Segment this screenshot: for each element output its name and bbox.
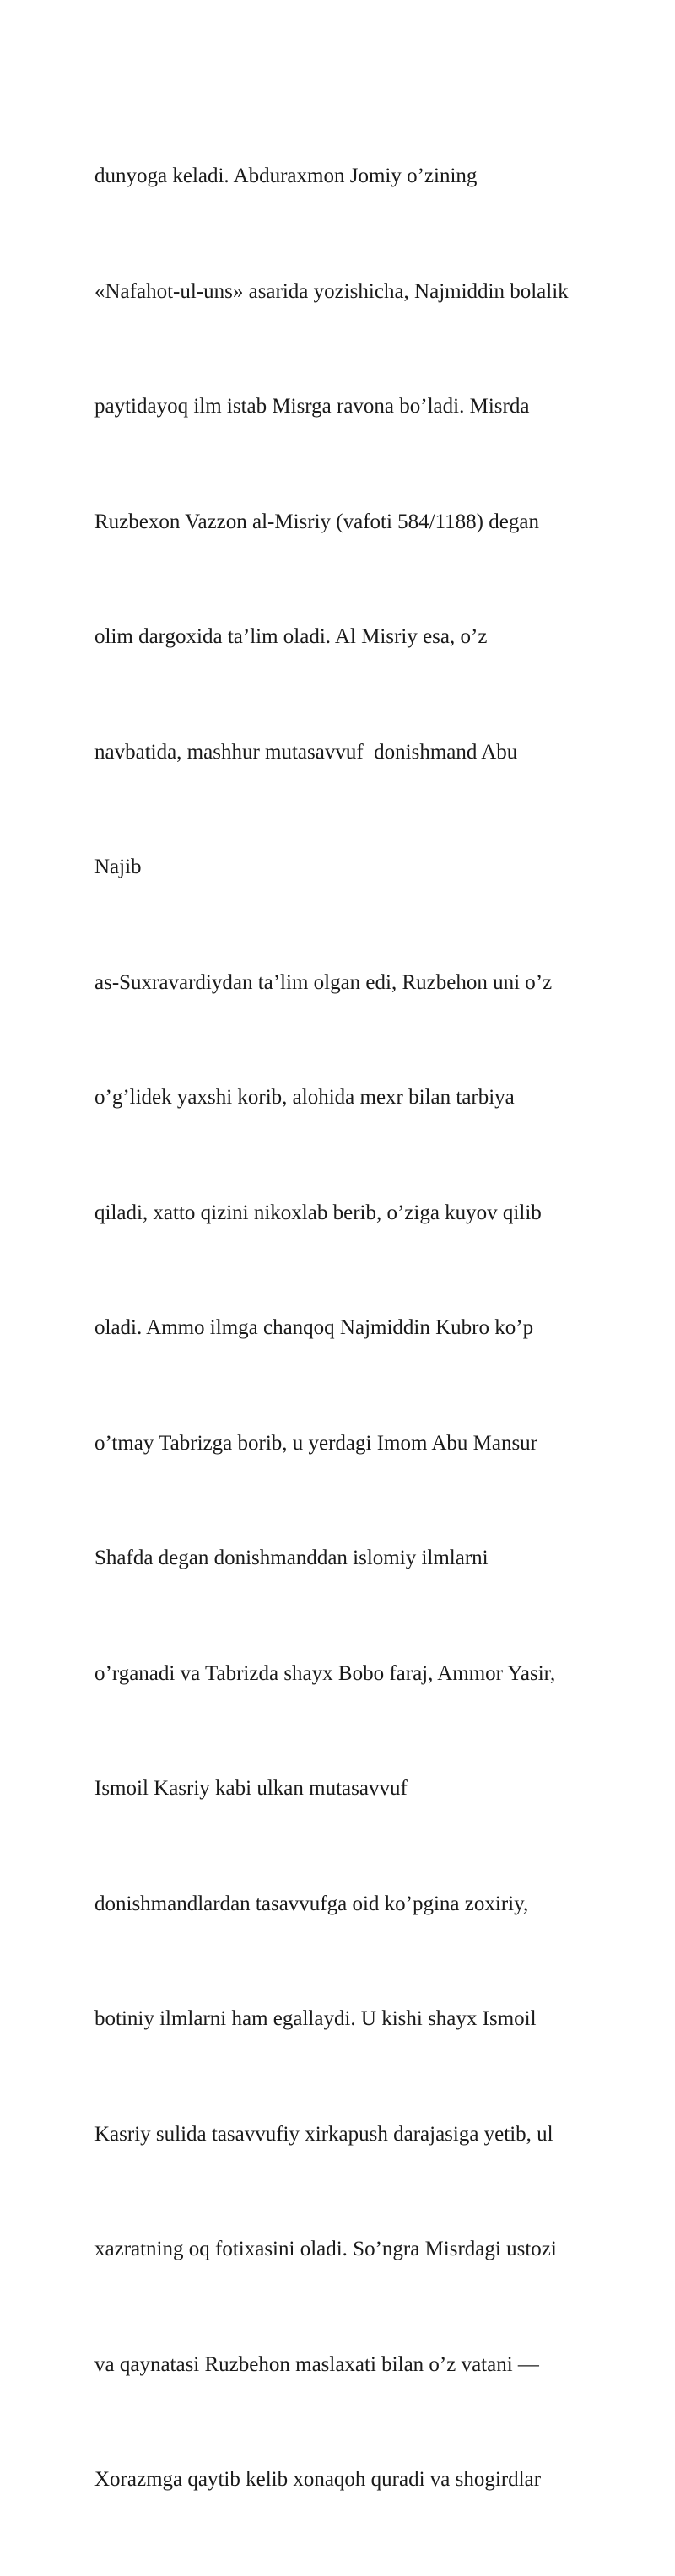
- text-line: o’g’lidek yaxshi korib, alohida mexr bilan tarbiya: [94, 1086, 515, 1109]
- text-line: «Nafahot-ul-uns» asarida yozishicha, Najmiddin bolalik: [94, 279, 569, 303]
- text-line: Najib: [94, 856, 142, 878]
- text-line: o’rganadi va Tabrizda shayx Bobo faraj, Ammor Yasir,: [94, 1661, 556, 1685]
- text-line: oladi. Ammo ilmga chanqoq Najmiddin Kubro ko’p: [94, 1316, 534, 1339]
- text-line: Xorazmga qaytib kelib xonaqoh quradi va shogirdlar: [94, 2468, 542, 2491]
- text-line: Ismoil Kasriy kabi ulkan mutasavvuf: [94, 1777, 408, 1800]
- text-line: dunyoga keladi. Abduraxmon Jomiy o’zining: [94, 165, 478, 187]
- text-line: o’tmay Tabrizga borib, u yerdagi Imom Abu Mansur: [94, 1431, 537, 1455]
- text-line: navbatida, mashhur mutasavvuf donishmand Abu: [94, 740, 518, 764]
- text-line: as-Suxravardiydan ta’lim olgan edi, Ruzbehon uni o’z: [94, 970, 553, 994]
- text-line: qiladi, xatto qizini nikoxlab berib, o’ziga kuyov qilib: [94, 1201, 542, 1224]
- text-line: botiniy ilmlarni ham egallaydi. U kishi shayx Ismoil: [94, 2007, 537, 2030]
- text-line: Ruzbexon Vazzon al-Misriy (vafoti 584/1188) degan: [94, 510, 539, 533]
- text-line: olim dargoxida ta’lim oladi. Al Misriy esa, o’z: [94, 625, 488, 648]
- text-line: paytidayoq ilm istab Misrga ravona bo’ladi. Misrda: [94, 395, 530, 418]
- text-line: Shafda degan donishmanddan islomiy ilmlarni: [94, 1547, 489, 1569]
- body-text: [94, 80, 618, 2576]
- text-line: Kasriy sulida tasavvufiy xirkapush darajasiga yetib, ul: [94, 2122, 554, 2146]
- text-line: xazratning oq fotixasini oladi. So’ngra Misrdagi ustozi: [94, 2238, 557, 2260]
- text-line: donishmandlardan tasavvufga oid ko’pgina zoxiriy,: [94, 1892, 529, 1915]
- text-line: va qaynatasi Ruzbehon maslaxati bilan o’z vatani —: [94, 2352, 539, 2376]
